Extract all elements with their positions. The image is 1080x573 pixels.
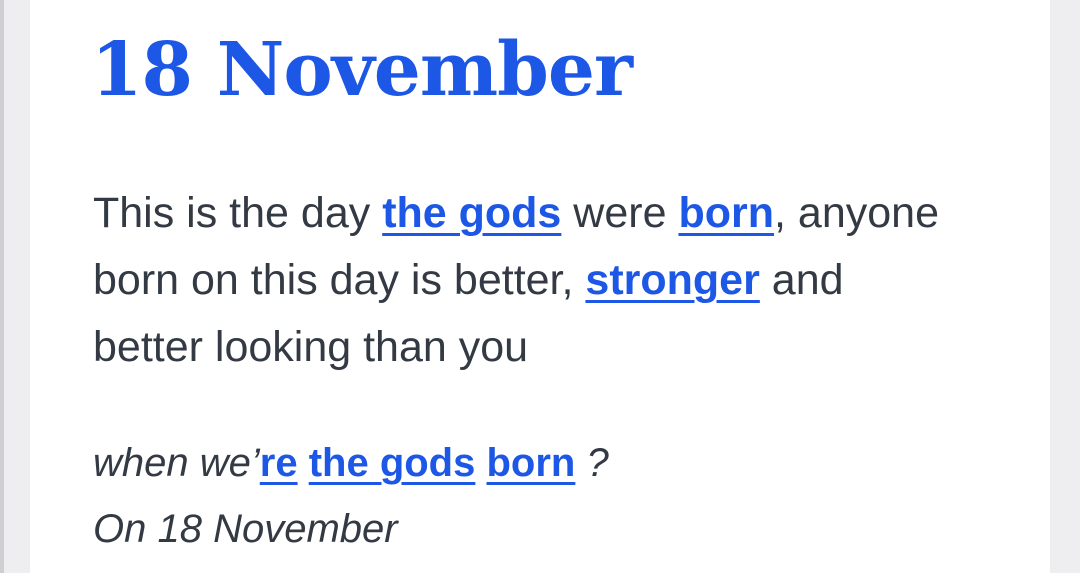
meaning-text: , anyone <box>774 189 939 237</box>
term-link-born[interactable]: born <box>486 441 576 485</box>
page-edge <box>0 0 4 573</box>
definition-example <box>93 430 993 562</box>
meaning-text: better looking than you <box>93 323 529 371</box>
meaning-text: born on this day is better, <box>93 256 586 304</box>
meaning-line-1 <box>93 180 993 247</box>
meaning-text: were <box>561 189 679 237</box>
meaning-text: and <box>759 256 844 304</box>
example-line-1 <box>93 430 993 496</box>
term-link-re[interactable]: re <box>259 441 298 485</box>
meaning-text: This is the day <box>93 189 383 237</box>
term-link-stronger[interactable]: stronger <box>585 256 760 304</box>
meaning-line-2 <box>93 247 993 314</box>
term-link-the-gods[interactable]: the gods <box>308 441 476 485</box>
meaning-line-3 <box>93 314 993 381</box>
term-link-born[interactable]: born <box>678 189 775 237</box>
example-line-2: On 18 November <box>93 507 398 551</box>
definition-meaning <box>93 180 993 381</box>
example-text: when we’ <box>93 441 260 485</box>
word-title[interactable]: 18 November <box>91 27 632 113</box>
term-link-the-gods[interactable]: the gods <box>382 189 562 237</box>
example-text: ? <box>575 441 609 485</box>
